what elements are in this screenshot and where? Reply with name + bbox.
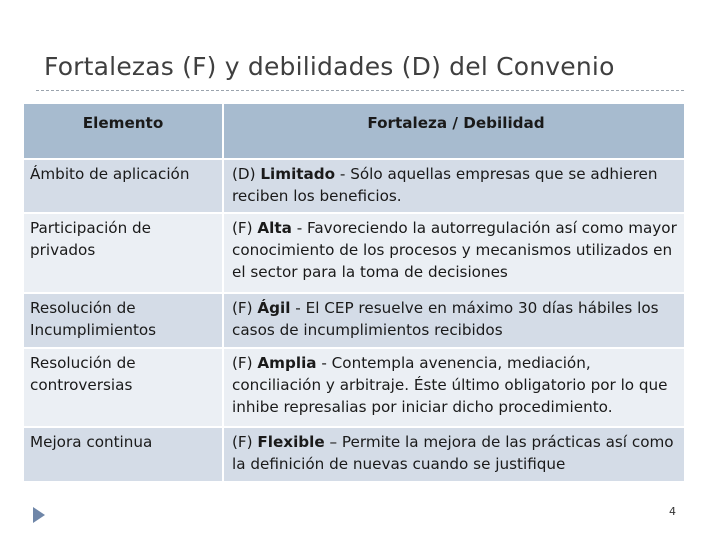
slide-title: Fortalezas (F) y debilidades (D) del Convenio	[44, 52, 615, 81]
assessment-keyword: Amplia	[257, 354, 317, 372]
assessment-tag: (F)	[232, 219, 253, 237]
strengths-weaknesses-table	[24, 104, 686, 483]
table-row	[24, 294, 686, 349]
column-header-assessment: Fortaleza / Debilidad	[224, 104, 686, 160]
assessment-cell	[224, 214, 686, 294]
assessment-text: - Contempla avenencia, mediación, conciliación y arbitraje. Éste último obligatorio por lo que inhibe represalias por iniciar dicho procedimiento.	[232, 354, 668, 416]
assessment-tag: (F)	[232, 299, 253, 317]
table-row	[24, 349, 686, 428]
assessment-tag: (F)	[232, 354, 253, 372]
title-divider	[36, 90, 684, 91]
assessment-cell	[224, 160, 686, 214]
assessment-keyword: Ágil	[257, 299, 291, 317]
assessment-text: – Permite la mejora de las prácticas así como la definición de nuevas cuando se justifique	[232, 433, 674, 473]
element-cell: Resolución de Incumplimientos	[24, 294, 224, 349]
assessment-cell	[224, 428, 686, 483]
assessment-text: - Favoreciendo la autorregulación así como mayor conocimiento de los procesos y mecanismos utilizados en el sector para la toma de decisiones	[232, 219, 677, 281]
element-cell: Mejora continua	[24, 428, 224, 483]
triangle-right-icon[interactable]	[33, 507, 45, 523]
table-row	[24, 160, 686, 214]
assessment-keyword: Limitado	[260, 165, 336, 183]
assessment-tag: (D)	[232, 165, 256, 183]
assessment-text: - El CEP resuelve en máximo 30 días hábiles los casos de incumplimientos recibidos	[232, 299, 659, 339]
page-number: 4	[669, 505, 676, 518]
table-row	[24, 214, 686, 294]
table-header-row	[24, 104, 686, 160]
element-cell: Participación de privados	[24, 214, 224, 294]
element-cell: Ámbito de aplicación	[24, 160, 224, 214]
assessment-keyword: Alta	[257, 219, 292, 237]
assessment-tag: (F)	[232, 433, 253, 451]
assessment-keyword: Flexible	[257, 433, 325, 451]
element-cell: Resolución de controversias	[24, 349, 224, 428]
column-header-element: Elemento	[24, 104, 224, 160]
assessment-cell	[224, 294, 686, 349]
assessment-cell	[224, 349, 686, 428]
table-row	[24, 428, 686, 483]
assessment-text: - Sólo aquellas empresas que se adhieren reciben los beneficios.	[232, 165, 658, 205]
